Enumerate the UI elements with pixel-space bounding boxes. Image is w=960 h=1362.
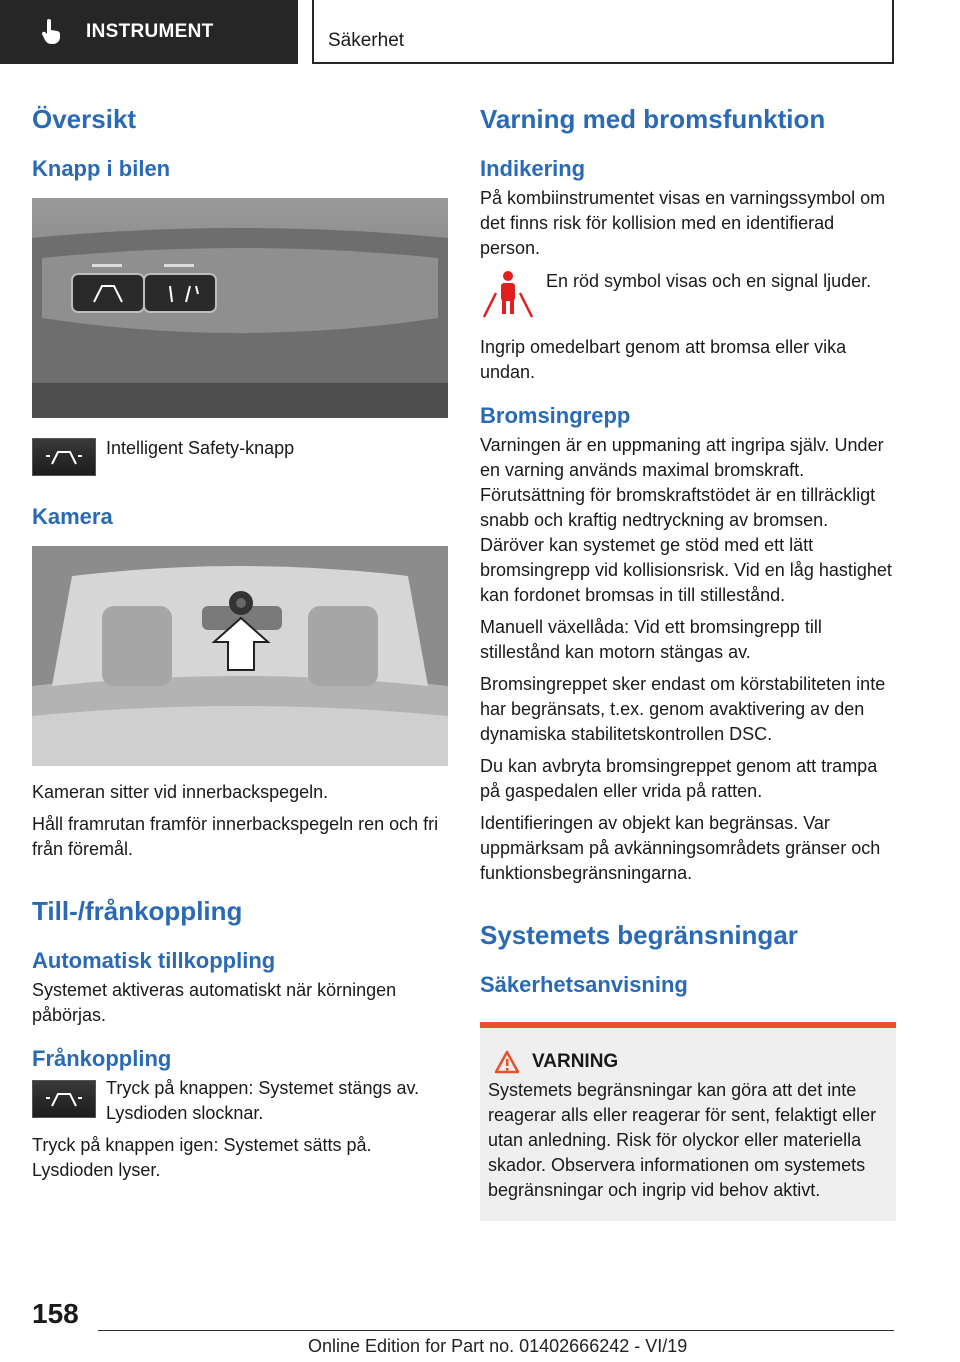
chapter-label: INSTRUMENT <box>86 21 214 42</box>
edition-text: Online Edition for Part no. 01402666242 - VI/19 <box>308 1336 688 1356</box>
auto-on-text: Systemet aktiveras automatiskt när körningen påbörjas. <box>32 980 397 1025</box>
button-caption: Intelligent Safety-knapp <box>106 438 295 458</box>
chapter-tab <box>0 0 298 64</box>
brake-text-2: Manuell växellåda: Vid ett bromsingrepp till stillestånd kan motorn stängas av. <box>480 617 822 662</box>
right-column <box>480 100 896 1221</box>
off-text-2: Tryck på knappen igen: Systemet sätts på. Lysdioden lyser. <box>32 1135 372 1180</box>
brake-text-3: Bromsingreppet sker endast om körstabiliteten inte har begränsats, t.ex. genom avaktivering av den dynamiska stabilitetskontrollen DSC. <box>480 674 886 744</box>
heading-brake-intervention: Bromsingrepp <box>480 403 631 428</box>
page-header <box>0 0 960 66</box>
section-title-box <box>312 0 894 64</box>
heading-camera: Kamera <box>32 504 113 529</box>
indication-text-1: På kombiinstrumentet visas en varningssymbol om det finns risk för kollision med en identifierad person. <box>480 188 886 258</box>
heading-auto-on: Automatisk tillkoppling <box>32 948 276 973</box>
intelligent-safety-button-icon <box>32 438 96 476</box>
indication-text-2: Ingrip omedelbart genom att bromsa eller vika undan. <box>480 337 847 382</box>
heading-system-limits: Systemets begränsningar <box>480 920 798 950</box>
button-panel-illustration <box>32 198 448 418</box>
left-column <box>32 100 450 1183</box>
red-person-warning-icon <box>480 267 536 323</box>
footer-rule <box>98 1330 894 1331</box>
section-title: Säkerhet <box>328 30 405 51</box>
page-number: 158 <box>32 1298 79 1329</box>
heading-brake-warning: Varning med bromsfunktion <box>480 104 826 134</box>
brake-text-4: Du kan avbryta bromsingreppet genom att trampa på gaspedalen eller vrida på ratten. <box>480 756 878 801</box>
camera-photo <box>32 546 448 766</box>
indication-symbol-text: En röd symbol visas och en signal ljuder. <box>546 271 872 291</box>
warning-text: Systemets begränsningar kan göra att det inte reagerar alls eller reagerar för sent, felaktigt eller utan anledning. Risk för olyckor eller materiella skador. Observera informationen om systemets begränsningar och ingrip vid behov aktivt. <box>488 1080 877 1200</box>
warning-triangle-icon <box>494 1050 520 1074</box>
camera-text-2: Håll framrutan framför innerbackspegeln ren och fri från föremål. <box>32 814 439 859</box>
heading-button: Knapp i bilen <box>32 156 171 181</box>
intelligent-safety-button-icon-off <box>32 1080 96 1118</box>
warning-title: VARNING <box>532 1051 619 1072</box>
brake-text-5: Identifieringen av objekt kan begränsas. Var uppmärksam på avkänningsområdets gränser och funktionsbegränsningarna. <box>480 813 881 883</box>
camera-illustration <box>32 546 448 766</box>
heading-off: Frånkoppling <box>32 1046 172 1071</box>
warning-box <box>480 1022 896 1221</box>
camera-text-1: Kameran sitter vid innerbackspegeln. <box>32 782 329 802</box>
heading-indication: Indikering <box>480 156 586 181</box>
heading-safety-note: Säkerhetsanvisning <box>480 972 688 997</box>
pointing-hand-icon <box>40 19 64 45</box>
heading-overview: Översikt <box>32 104 137 134</box>
button-photo <box>32 198 448 418</box>
off-text-1: Tryck på knappen: Systemet stängs av. Lysdioden slocknar. <box>106 1078 420 1123</box>
brake-text-1: Varningen är en uppmaning att ingripa själv. Under en varning används maximal bromskraft. Förutsättning för bromskraftstödet är en tillräckligt snabb och kraftig nedtryckning av bromsen. Däröver kan systemet ge stöd med ett lätt bromsingrepp vid kollisionsrisk. Vid en låg hastighet kan fordonet bromsas in till stillestånd. <box>480 435 892 605</box>
heading-on-off: Till-/frånkoppling <box>32 896 243 926</box>
